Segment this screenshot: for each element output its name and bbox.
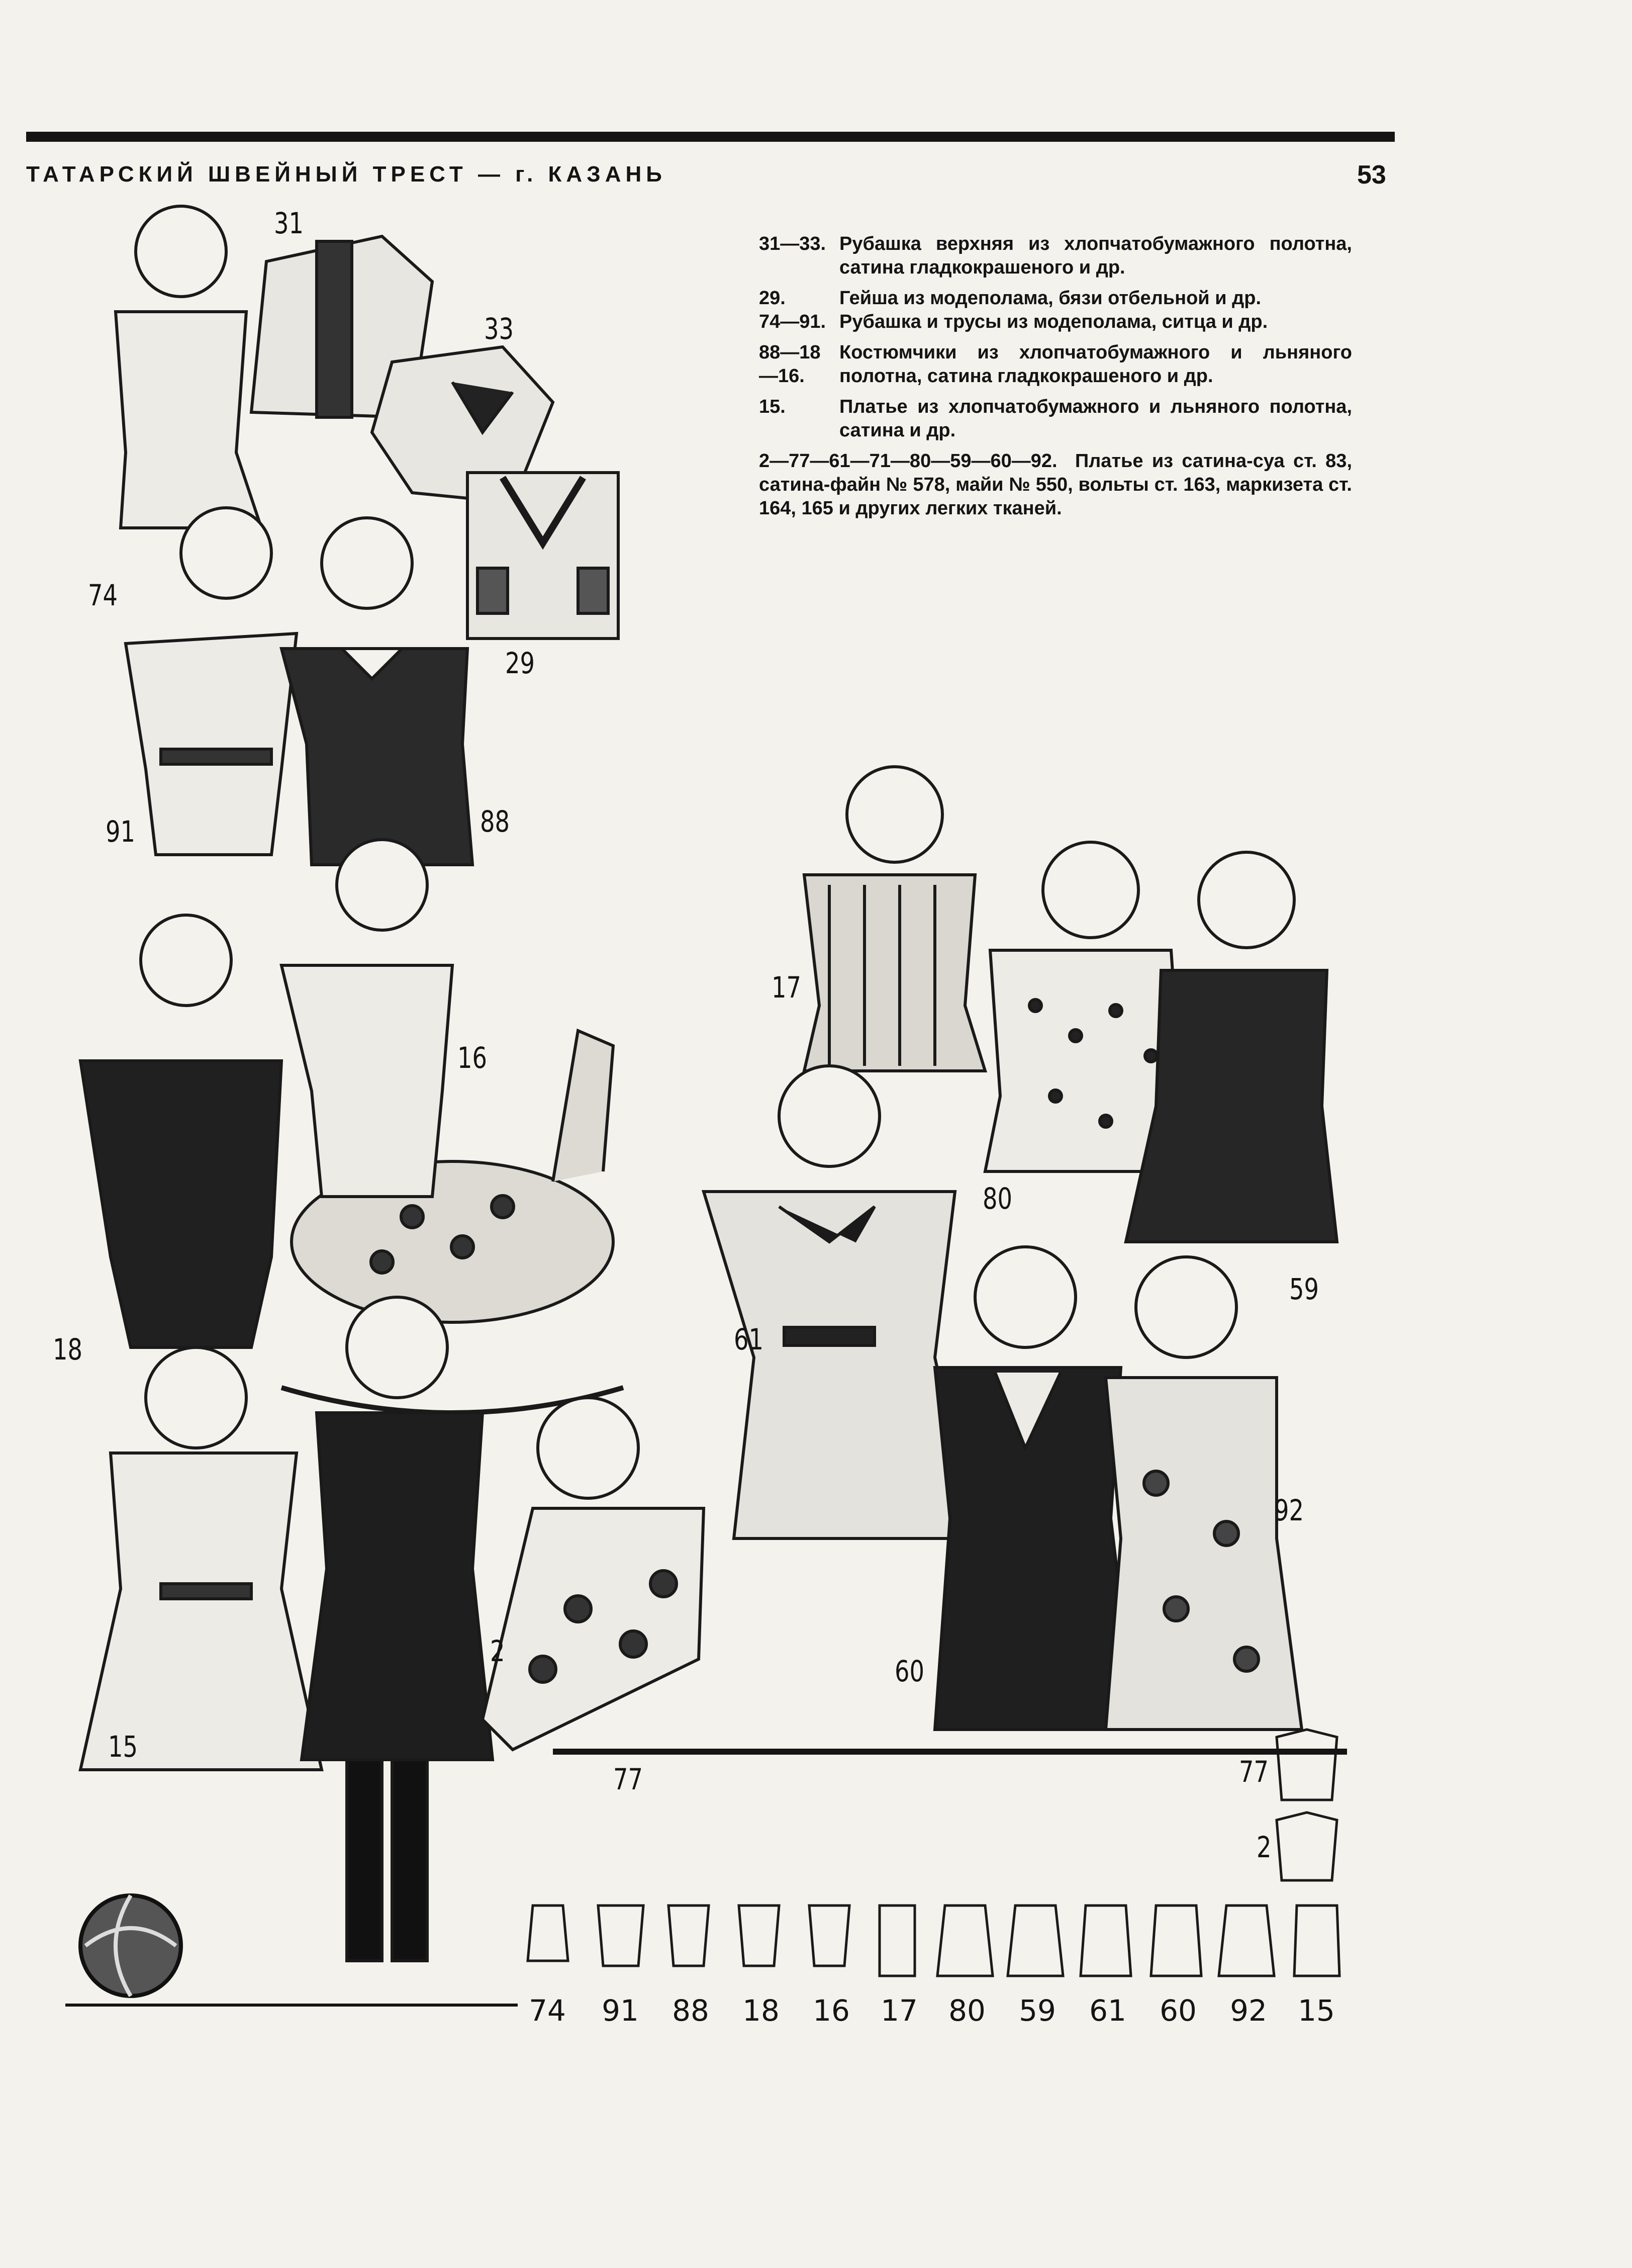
label-29: 29 <box>505 646 535 680</box>
legend-number: 18 <box>742 1993 780 2028</box>
legend-number: 15 <box>1298 1993 1335 2028</box>
caption-code: 15. <box>759 396 786 417</box>
child-figure <box>1126 852 1337 1242</box>
child-figure <box>804 767 985 1071</box>
child-figure <box>281 518 472 865</box>
child-figure <box>116 206 261 528</box>
legend-garment-77 <box>1277 1730 1337 1800</box>
stage-line <box>553 1749 1347 1755</box>
label-31: 31 <box>274 206 304 240</box>
legend-number: 74 <box>529 1993 566 2028</box>
caption-text: Костюмчики из хлопчатобумажного и льняного полотна, сатина гладкокрашеного и др. <box>839 342 1352 387</box>
child-figure <box>281 840 452 1197</box>
label-18: 18 <box>53 1332 83 1367</box>
legend-number: 17 <box>881 1993 918 2028</box>
caption-code: 74—91. <box>759 311 826 332</box>
label-91: 91 <box>106 814 136 849</box>
label-77: 77 <box>613 1762 643 1796</box>
caption-text: Рубашка и трусы из модеполама, ситца и др. <box>839 311 1268 332</box>
legend-garment-2 <box>1277 1812 1337 1880</box>
caption-text: Платье из сатина-суа ст. 83, сатина-файн № 578, майи № 550, вольты ст. 163, маркизета ст. 164, 165 и других легких тканей. <box>759 450 1352 519</box>
label-15: 15 <box>108 1730 138 1764</box>
label-92: 92 <box>1274 1493 1304 1527</box>
caption-code: 31—33. <box>759 233 826 254</box>
label-2: 2 <box>490 1634 505 1668</box>
caption-text: Рубашка верхняя из хлопчатобумажного полотна, сатина гладкокрашеного и др. <box>839 233 1352 278</box>
page-number: 53 <box>1357 160 1386 190</box>
caption-code: 2—77—61—71—80—59—60—92. <box>759 450 1058 472</box>
legend-label-2: 2 <box>1257 1830 1272 1864</box>
label-17: 17 <box>772 970 802 1005</box>
label-74: 74 <box>88 578 118 612</box>
child-figure <box>80 1347 322 1770</box>
label-16: 16 <box>457 1041 488 1075</box>
child-figure <box>483 1398 704 1750</box>
legend-number: 16 <box>813 1993 850 2028</box>
child-figure <box>80 915 281 1347</box>
legend-garments <box>518 1890 1352 1991</box>
legend-label-77: 77 <box>1239 1755 1269 1789</box>
caption-text: Гейша из модеполама, бязи отбельной и др. <box>839 288 1262 309</box>
child-figure <box>1106 1257 1302 1730</box>
legend-number: 80 <box>948 1993 986 2028</box>
label-59: 59 <box>1289 1272 1319 1306</box>
shirt-29-illustration <box>467 473 618 639</box>
ball-illustration <box>75 1890 186 2001</box>
legend-number: 60 <box>1160 1993 1197 2028</box>
legend-number: 61 <box>1089 1993 1126 2028</box>
ground-line <box>65 2004 518 2007</box>
caption-code: 88—18—16. <box>759 342 821 387</box>
garment-legend-row <box>518 1890 1352 2041</box>
label-80: 80 <box>983 1182 1013 1216</box>
child-figure <box>126 508 297 855</box>
page-header-title: ТАТАРСКИЙ ШВЕЙНЫЙ ТРЕСТ — г. КАЗАНЬ <box>26 162 666 187</box>
legend-number: 92 <box>1230 1993 1267 2028</box>
legend-number: 59 <box>1019 1993 1056 2028</box>
caption-code: 29. <box>759 288 786 309</box>
legend-number: 91 <box>602 1993 639 2028</box>
label-88: 88 <box>480 804 510 839</box>
label-60: 60 <box>895 1654 925 1688</box>
child-figure <box>704 1066 975 1538</box>
label-33: 33 <box>484 312 514 346</box>
caption-text: Платье из хлопчатобумажного и льняного полотна, сатина и др. <box>839 396 1352 441</box>
child-figure <box>302 1297 493 1961</box>
child-figure <box>935 1247 1136 1730</box>
label-61: 61 <box>734 1322 764 1356</box>
legend-number: 88 <box>672 1993 709 2028</box>
